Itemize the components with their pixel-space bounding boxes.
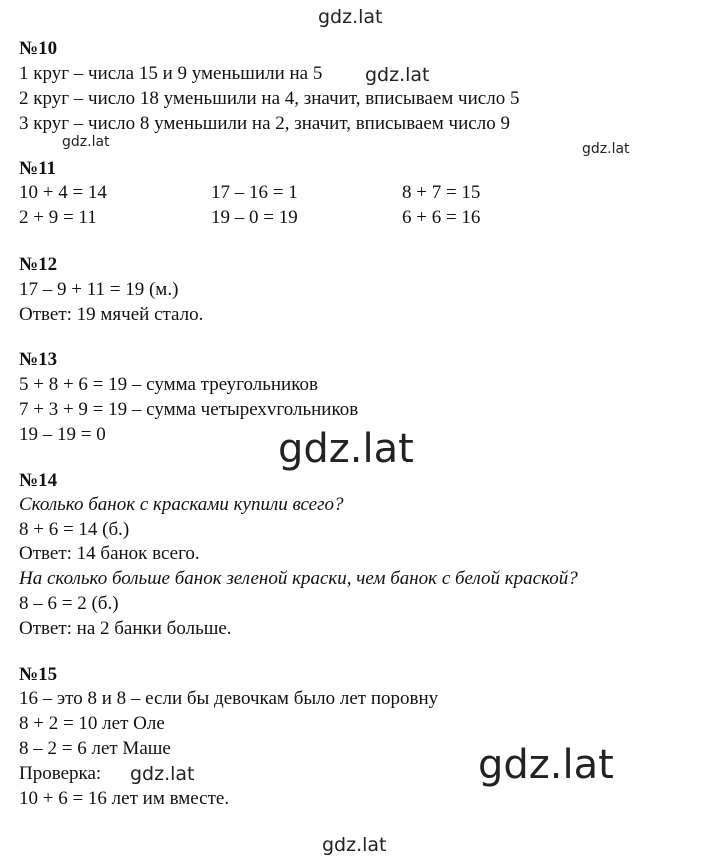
- task-11-eq-r2c1: 2 + 9 = 11: [19, 207, 97, 228]
- task-14-answer-1: Ответ: 14 банок всего.: [19, 543, 200, 564]
- task-11-eq-r1c2: 17 – 16 = 1: [211, 182, 298, 203]
- task-13-line-1: 5 + 8 + 6 = 19 – сумма треугольников: [19, 374, 318, 395]
- watermark-top: gdz.lat: [318, 6, 383, 28]
- task-11-eq-r1c1: 10 + 4 = 14: [19, 182, 107, 203]
- task-12-line-1: 17 – 9 + 11 = 19 (м.): [19, 279, 179, 300]
- task-13-line-3: 19 – 19 = 0: [19, 424, 106, 445]
- task-15-heading: №15: [19, 664, 58, 685]
- task-10-line-2: 2 круг – число 18 уменьшили на 4, значит, вписываем число 5: [19, 88, 520, 109]
- task-15-line-5: 10 + 6 = 16 лет им вместе.: [19, 788, 230, 809]
- task-14-question-1: Сколько банок с красками купили всего?: [19, 494, 344, 515]
- task-11-eq-r1c3: 8 + 7 = 15: [402, 182, 481, 203]
- watermark-right-small: gdz.lat: [582, 141, 630, 157]
- task-15-check-label: Проверка:: [19, 763, 102, 784]
- task-13-heading: №13: [19, 349, 58, 370]
- watermark-right-large: gdz.lat: [478, 742, 614, 788]
- task-10-heading: №10: [19, 38, 58, 59]
- task-11-eq-r2c3: 6 + 6 = 16: [402, 207, 481, 228]
- watermark-inline-2: gdz.lat: [62, 134, 110, 150]
- task-11-eq-r2c2: 19 – 0 = 19: [211, 207, 298, 228]
- watermark-center-large: gdz.lat: [278, 426, 414, 472]
- task-14-answer-2: Ответ: на 2 банки больше.: [19, 618, 232, 639]
- task-13-line-2: 7 + 3 + 9 = 19 – сумма четырехvгольников: [19, 399, 359, 420]
- task-14-solution-2: 8 – 6 = 2 (б.): [19, 593, 119, 614]
- task-15-line-1: 16 – это 8 и 8 – если бы девочкам было лет поровну: [19, 688, 439, 709]
- task-11-heading: №11: [19, 158, 57, 179]
- task-14-question-2: На сколько больше банок зеленой краски, чем банок с белой краской?: [19, 568, 578, 589]
- watermark-bottom: gdz.lat: [322, 834, 387, 856]
- watermark-inline-1: gdz.lat: [365, 64, 430, 86]
- task-12-heading: №12: [19, 254, 58, 275]
- task-14-heading: №14: [19, 470, 58, 491]
- task-10-line-3: 3 круг – число 8 уменьшили на 2, значит, вписываем число 9: [19, 113, 510, 134]
- watermark-inline-3: gdz.lat: [130, 763, 195, 785]
- task-15-line-3: 8 – 2 = 6 лет Маше: [19, 738, 171, 759]
- task-12-line-2: Ответ: 19 мячей стало.: [19, 304, 204, 325]
- task-14-solution-1: 8 + 6 = 14 (б.): [19, 519, 130, 540]
- task-15-line-2: 8 + 2 = 10 лет Оле: [19, 713, 165, 734]
- task-10-line-1: 1 круг – числа 15 и 9 уменьшили на 5: [19, 63, 323, 84]
